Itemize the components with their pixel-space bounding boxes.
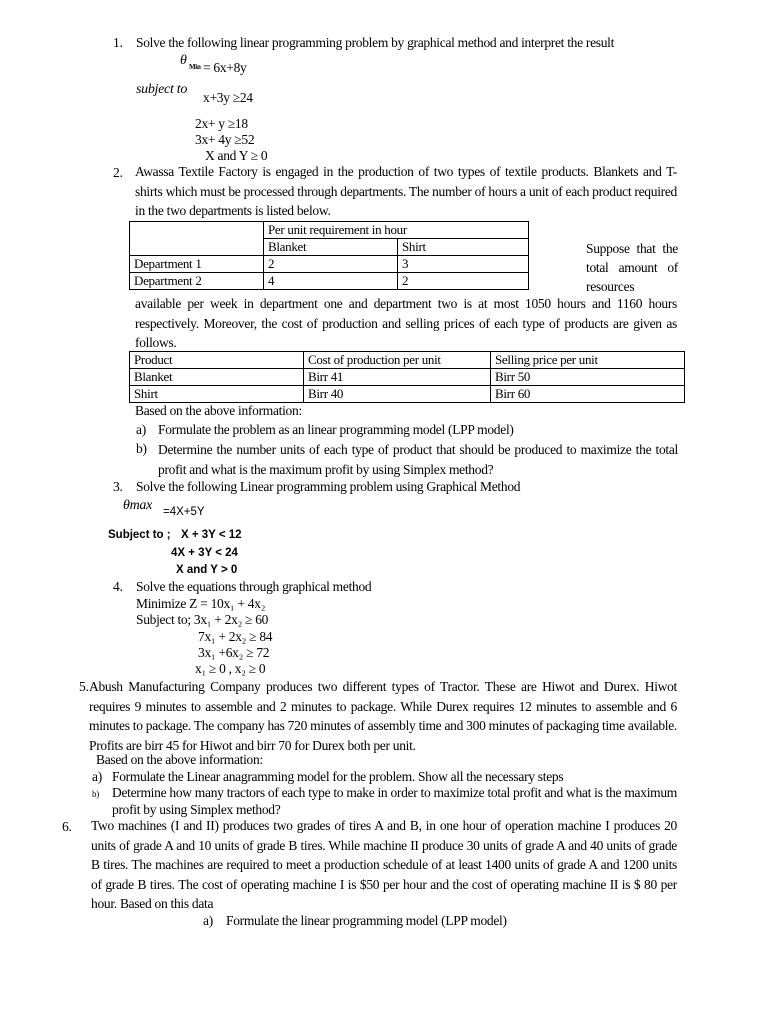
q1-constraint-3: 3x+ 4y ≥52: [195, 132, 255, 147]
q5-based-on: Based on the above information:: [96, 752, 263, 767]
table-cell: Birr 41: [304, 369, 491, 386]
q5-part-a-text: Formulate the Linear anagramming model for the problem. Show all the necessary steps: [112, 769, 564, 784]
q2-side-text: Suppose that the total amount of resources: [586, 241, 678, 294]
q1-number: 1.: [113, 35, 123, 50]
q5-part-a-label: a): [92, 769, 102, 784]
table-row: [130, 369, 685, 386]
q3-text: Solve the following Linear programming problem using Graphical Method: [136, 479, 521, 494]
q3-constraint-1: X + 3Y < 12: [181, 529, 242, 541]
q1-constraint-1: x+3y ≥24: [203, 90, 253, 105]
q1-constraint-2: 2x+ y ≥18: [195, 116, 248, 131]
q1-subject-to: subject to: [136, 82, 188, 97]
q5-number: 5.: [79, 679, 89, 694]
q2-based-on: Based on the above information:: [135, 403, 302, 418]
q1-theta: θ: [180, 53, 187, 68]
table-cell: Blanket: [130, 369, 304, 386]
table-cell: Shirt: [130, 386, 304, 403]
q4-constraint-1: Subject to; 3x₁ + 2x₂ ≥ 60: [136, 612, 269, 627]
q2-part-a-text: Formulate the problem as an linear programming model (LPP model): [158, 422, 514, 437]
q2-continued: available per week in department one and department two is at most 1050 hours and 1160 hours respectively. Moreover, the cost of production and selling prices of each type of products are given as follows.: [135, 296, 677, 350]
q2-number: 2.: [113, 165, 123, 180]
q6-part-a-text: Formulate the linear programming model (LPP model): [226, 913, 507, 928]
table-cell: 4: [264, 273, 398, 290]
q4-constraint-3: 3x₁ +6x₂ ≥ 72: [198, 645, 270, 660]
q3-subject-to: Subject to ;: [108, 529, 171, 541]
table-row: [130, 256, 529, 273]
table-cell: Department 2: [130, 273, 264, 290]
q2-hours-table: [129, 221, 529, 290]
q3-number: 3.: [113, 479, 123, 494]
table-cell: 3: [398, 256, 529, 273]
q4-number: 4.: [113, 579, 123, 594]
q2-part-a-label: a): [136, 422, 146, 437]
q4-constraint-2: 7x₁ + 2x₂ ≥ 84: [198, 629, 273, 644]
q6-part-a-label: a): [203, 913, 213, 928]
table-cell: Birr 40: [304, 386, 491, 403]
table-header: Shirt: [398, 239, 529, 256]
q3-objective: =4X+5Y: [163, 506, 205, 518]
table-cell-empty: [130, 239, 264, 256]
table-row: [130, 273, 529, 290]
q3-constraint-2: 4X + 3Y < 24: [171, 547, 238, 559]
q5-part-b-label: b): [92, 789, 99, 799]
table-header: Blanket: [264, 239, 398, 256]
table-cell: Department 1: [130, 256, 264, 273]
table-header: Cost of production per unit: [304, 352, 491, 369]
q1-text: Solve the following linear programming problem by graphical method and interpret the result: [136, 35, 615, 50]
q2-part-b-label: b): [136, 441, 147, 456]
q1-objective: = 6x+8y: [203, 60, 247, 75]
q2-price-table: [129, 351, 685, 403]
table-cell: Birr 60: [491, 386, 685, 403]
q5-part-b-text: Determine how many tractors of each type to make in order to maximize total profit and what is the maximum profit by using Simplex method?: [112, 785, 677, 817]
q2-intro: Awassa Textile Factory is engaged in the production of two types of textile products. Blankets and T-shirts which must be processed through departments. The number of hours a unit of each product required in the two departments is listed below.: [135, 164, 677, 218]
table-cell: 2: [398, 273, 529, 290]
table-header-top: Per unit requirement in hour: [264, 222, 529, 239]
q3-theta-max: θmax: [123, 498, 153, 513]
q4-minimize: Minimize Z = 10x₁ + 4x₂: [136, 596, 266, 611]
q5-text: Abush Manufacturing Company produces two different types of Tractor. These are Hiwot and Durex. Hiwot requires 9 minutes to assemble and 2 minutes to package. While Durex requires 12 minutes to assemble and 6 minutes to package. The company has 720 minutes of assembly time and 300 minutes of packaging time available. Profits are birr 45 for Hiwot and birr 70 for Durex both per unit.: [89, 679, 677, 753]
table-cell: Birr 50: [491, 369, 685, 386]
table-header: Selling price per unit: [491, 352, 685, 369]
q2-part-b-text: Determine the number units of each type of product that should be produced to maximize the total profit and what is the maximum profit by using Simplex method?: [158, 442, 678, 477]
q4-constraint-4: x₁ ≥ 0 , x₂ ≥ 0: [195, 661, 266, 676]
table-cell: 2: [264, 256, 398, 273]
q6-number: 6.: [62, 819, 72, 834]
table-header: Product: [130, 352, 304, 369]
q4-text: Solve the equations through graphical method: [136, 579, 372, 594]
q1-min-subscript: Min: [189, 63, 201, 71]
table-cell-empty: [130, 222, 264, 239]
q1-constraint-4: X and Y ≥ 0: [205, 148, 268, 163]
q6-text: Two machines (I and II) produces two grades of tires A and B, in one hour of operation machine I produces 20 units of grade A and 10 units of grade B tires. While machine II produce 30 units of grade A and 40 units of grade B tires. The machines are required to meet a production schedule of at least 1400 units of grade A and 1200 units of grade B tires. The cost of operating machine I is $50 per hour and the cost of operating machine II is $ 80 per hour. Based on this data: [91, 818, 677, 911]
table-row: [130, 386, 685, 403]
q3-constraint-3: X and Y > 0: [176, 564, 238, 576]
